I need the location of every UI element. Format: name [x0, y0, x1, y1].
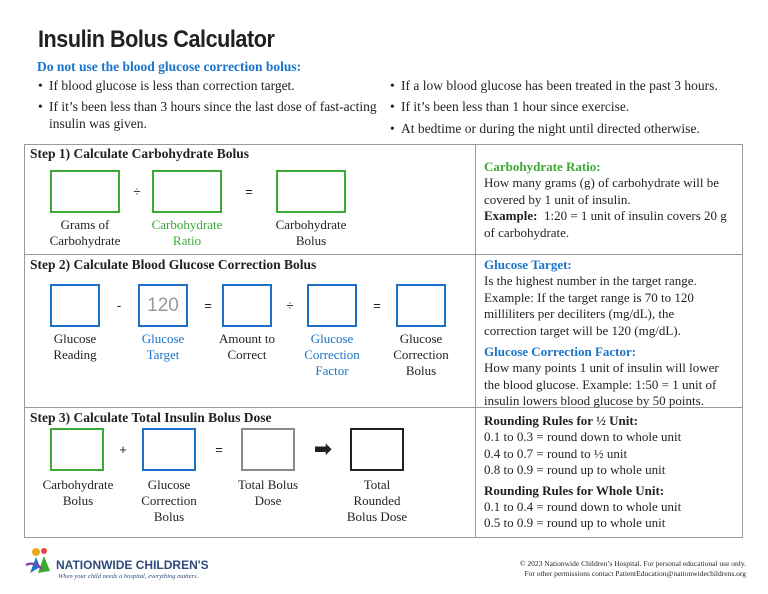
step1-heading: Step 1) Calculate Carbohydrate Bolus [30, 146, 249, 161]
glucose-correction-factor-input[interactable] [307, 284, 357, 327]
glucose-correction-bolus-input[interactable] [396, 284, 446, 327]
label-total-rounded-bolus-dose: Total Rounded Bolus Dose [346, 477, 408, 524]
list-item: • If it’s been less than 1 hour since exercise. [401, 98, 629, 115]
equals-sign: = [245, 184, 253, 199]
glucose-target-info: Glucose Target: Is the highest number in the target range. Example: If the target range is 70 to 120 milliliters per deciliters (mg/dL), the correction target will be 120 (mg/dL). Glucose Correction Factor: How many points 1 unit of insulin will lower the blood glucose. Example: 1:50 = 1 unit of insulin lowers blood glucose by 50 points. [484, 257, 739, 410]
warning-heading: Do not use the blood glucose correction bolus: [37, 59, 302, 74]
total-bolus-dose-input[interactable] [241, 428, 295, 471]
carbohydrate-bolus-total-input[interactable] [50, 428, 104, 471]
label-carbohydrate-ratio: Carbohydrate Ratio [151, 217, 223, 248]
list-item: • If blood glucose is less than correction target. [49, 77, 295, 94]
glucose-reading-input[interactable] [50, 284, 100, 327]
minus-sign: - [116, 298, 122, 313]
label-amount-to-correct: Amount to Correct [219, 331, 275, 362]
label-grams-of-carbohydrate: Grams of Carbohydrate [49, 217, 121, 248]
list-item-continuation: insulin was given. [49, 116, 147, 131]
grams-of-carbohydrate-input[interactable] [50, 170, 120, 213]
step3-heading: Step 3) Calculate Total Insulin Bolus Dose [30, 410, 272, 425]
logo-tagline: When your child needs a hospital, everything matters. [58, 573, 199, 580]
total-rounded-bolus-dose-input[interactable] [350, 428, 404, 471]
list-item: • If it’s been less than 3 hours since the last dose of fast-acting [49, 98, 377, 115]
step2-heading: Step 2) Calculate Blood Glucose Correction Bolus [30, 257, 317, 272]
carbohydrate-ratio-input[interactable] [152, 170, 222, 213]
label-glucose-correction-bolus: Glucose Correction Bolus [393, 331, 449, 378]
label-carbohydrate-bolus: Carbohydrate Bolus [275, 217, 347, 248]
label-glucose-reading: Glucose Reading [53, 331, 97, 362]
equals-sign: = [204, 298, 212, 313]
row-divider [24, 254, 743, 255]
column-divider [475, 144, 476, 538]
copyright-notice: © 2023 Nationwide Children’s Hospital. For personal educational use only. For other permissions contact PatientEducation@nationwidechildrens.org [519, 559, 746, 578]
page-title: Insulin Bolus Calculator [38, 26, 275, 53]
info-heading: Rounding Rules for Whole Unit: [484, 482, 665, 498]
label-total-bolus-dose: Total Bolus Dose [237, 477, 299, 508]
info-heading: Rounding Rules for ½ Unit: [484, 413, 638, 428]
carbohydrate-ratio-info: Carbohydrate Ratio: How many grams (g) of carbohydrate will be covered by 1 unit of insulin. Example: 1:20 = 1 unit of insulin covers 20 g of carbohydrate. [484, 159, 739, 241]
glucose-correction-bolus-total-input[interactable] [142, 428, 196, 471]
logo-name: NATIONWIDE CHILDREN'S [56, 558, 209, 572]
carbohydrate-bolus-input[interactable] [276, 170, 346, 213]
label-glucose-correction-factor: Glucose Correction Factor [304, 331, 360, 378]
label-glucose-target: Glucose Target [141, 331, 185, 362]
label-glucose-correction-bolus: Glucose Correction Bolus [141, 477, 197, 524]
hospital-logo-icon [24, 543, 58, 577]
label-carbohydrate-bolus: Carbohydrate Bolus [42, 477, 114, 508]
amount-to-correct-input[interactable] [222, 284, 272, 327]
plus-sign: + [119, 442, 127, 457]
info-heading: Glucose Target: [484, 257, 572, 272]
equals-sign: = [215, 442, 223, 457]
glucose-target-field[interactable]: 120 [138, 284, 188, 327]
divide-sign: ÷ [286, 298, 294, 313]
list-item: • At bedtime or during the night until directed otherwise. [401, 120, 700, 137]
info-heading: Carbohydrate Ratio: [484, 159, 601, 174]
divide-sign: ÷ [133, 184, 141, 199]
right-arrow-icon: ➡ [313, 436, 333, 461]
list-item: • If a low blood glucose has been treated in the past 3 hours. [401, 77, 718, 94]
rounding-rules-info: Rounding Rules for ½ Unit: 0.1 to 0.3 = round down to whole unit 0.4 to 0.7 = round to ½ unit 0.8 to 0.9 = round up to whole unit Rounding Rules for Whole Unit: 0.1 to 0.4 = round down to whole unit 0.5 to 0.9 = round up to whole unit [484, 413, 739, 532]
info-heading: Glucose Correction Factor: [484, 344, 637, 360]
equals-sign: = [373, 298, 381, 313]
